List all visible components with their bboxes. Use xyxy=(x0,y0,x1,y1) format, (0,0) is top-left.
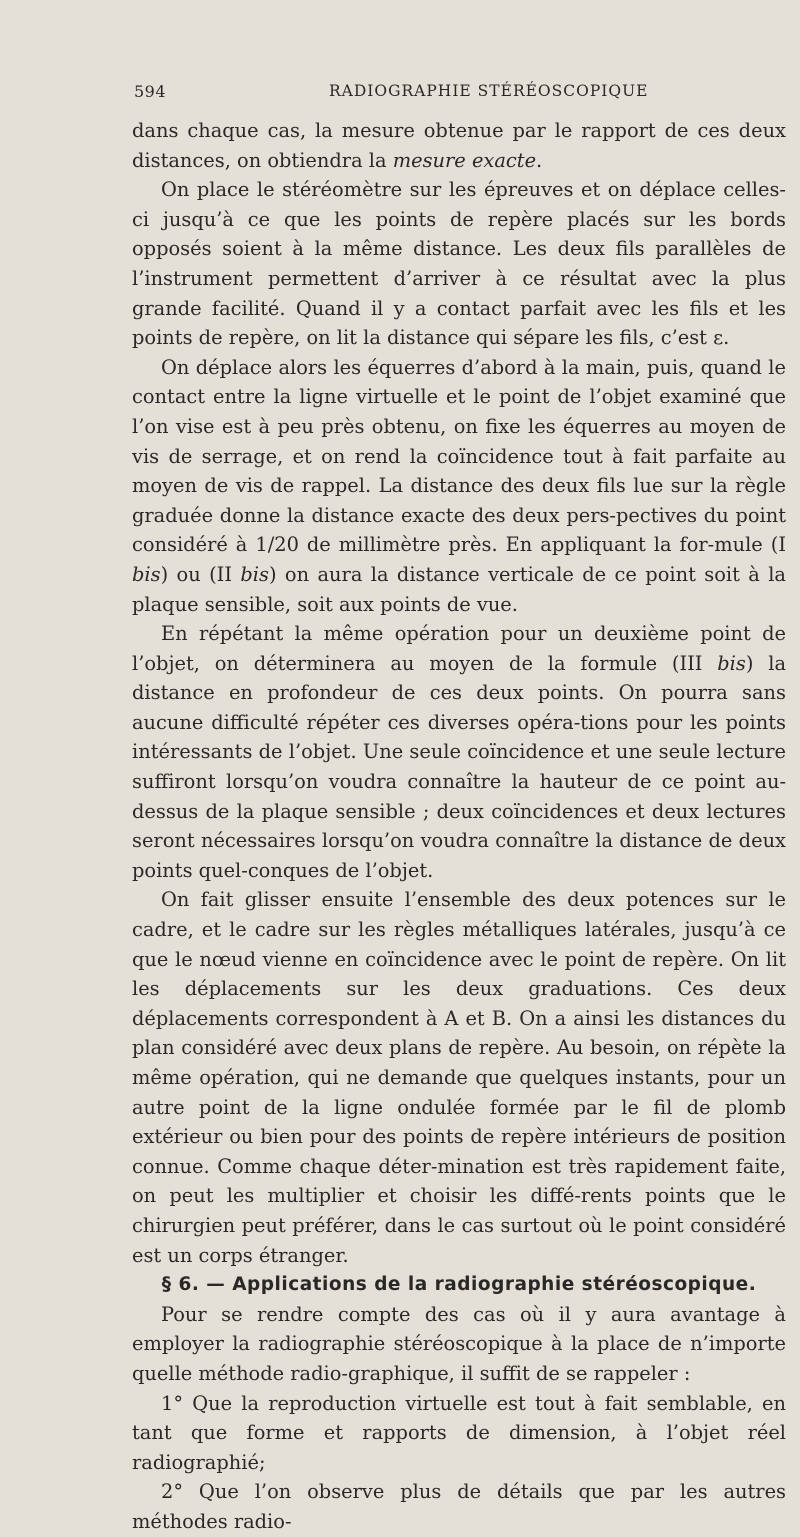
paragraph-4: En répétant la même opération pour un deuxième point de l’objet, on déterminera au moyen de la formule (III bis) la distance en profondeur de ces deux points. On pourra sans aucune difficulté répéter ces diverses opéra-tions pour les points intéressants de l’objet. Une seule coïncidence et une seule lecture suffiront lorsqu’on voudra connaître la hauteur de ce point au-dessus de la plaque sensible ; deux coïncidences et deux lectures seront nécessaires lorsqu’on voudra connaître la distance de deux points quel-conques de l’objet. xyxy=(132,622,787,882)
paragraph-7: 1° Que la reproduction virtuelle est tout à fait semblable, en tant que forme et rapports de dimension, à l’objet réel radiographié; xyxy=(132,1391,786,1474)
paragraph-1: dans chaque cas, la mesure obtenue par le rapport de ces deux distances, on obtiendra la mesure exacte. xyxy=(132,119,786,172)
running-head xyxy=(134,82,784,108)
paragraph-6: Pour se rendre compte des cas où il y aura avantage à employer la radiographie stéréoscopique à la place de n’importe quelle méthode radio-graphique, il suffit de se rappeler : xyxy=(132,1302,786,1385)
paragraph-5: On fait glisser ensuite l’ensemble des deux potences sur le cadre, et le cadre sur les règles métalliques latérales, jusqu’à ce que le nœud vienne en coïncidence avec le point de repère. On lit les déplacements sur les deux graduations. Ces deux déplacements correspondent à A et B. On a ainsi les distances du plan considéré avec deux plans de repère. Au besoin, on répète la même opération, qui ne demande que quelques instants, pour un autre point de la ligne ondulée formée par le fil de plomb extérieur ou bien pour des points de repère intérieurs de position connue. Comme chaque déter-mination est très rapidement faite, on peut les multiplier et choisir les diffé-rents points que le chirurgien peut préférer, dans le cas surtout où le point considéré est un corps étranger. xyxy=(132,888,786,1267)
running-title: RADIOGRAPHIE STÉRÉOSCOPIQUE xyxy=(329,82,649,100)
paragraph-3: On déplace alors les équerres d’abord à la main, puis, quand le contact entre la ligne virtuelle et le point de l’objet examiné que l’on vise est à peu près obtenu, on fixe les équerres au moyen de vis de serrage, et on rend la coïncidence tout à fait parfaite au moyen de vis de rappel. La distance des deux fils lue sur la règle graduée donne la distance exacte des deux pers-pectives du point considéré à 1/20 de millimètre près. En appliquant la for-mule (I bis) ou (II bis) on aura la distance verticale de ce point soit à la plaque sensible, soit aux points de vue. xyxy=(132,355,786,616)
body-text xyxy=(132,116,786,1537)
paragraph-2: On place le stéréomètre sur les épreuves et on déplace celles-ci jusqu’à ce que les points de repère placés sur les bords opposés soient à la même distance. Les deux fils parallèles de l’instrument permettent d’arriver à ce résultat avec la plus grande facilité. Quand il y a contact parfait avec les fils et les points de repère, on lit la distance qui sépare les fils, c’est ε. xyxy=(132,178,786,350)
emphasis-bis: bis xyxy=(717,651,746,675)
emphasis-bis: bis xyxy=(240,562,269,586)
emphasis-text: mesure exacte xyxy=(392,148,537,172)
paragraph-8: 2° Que l’on observe plus de détails que par les autres méthodes radio- xyxy=(132,1480,786,1533)
emphasis-bis: bis xyxy=(132,562,161,586)
page-number: 594 xyxy=(134,82,167,101)
section-heading: § 6. — Applications de la radiographie stéréoscopique. xyxy=(161,1274,757,1296)
